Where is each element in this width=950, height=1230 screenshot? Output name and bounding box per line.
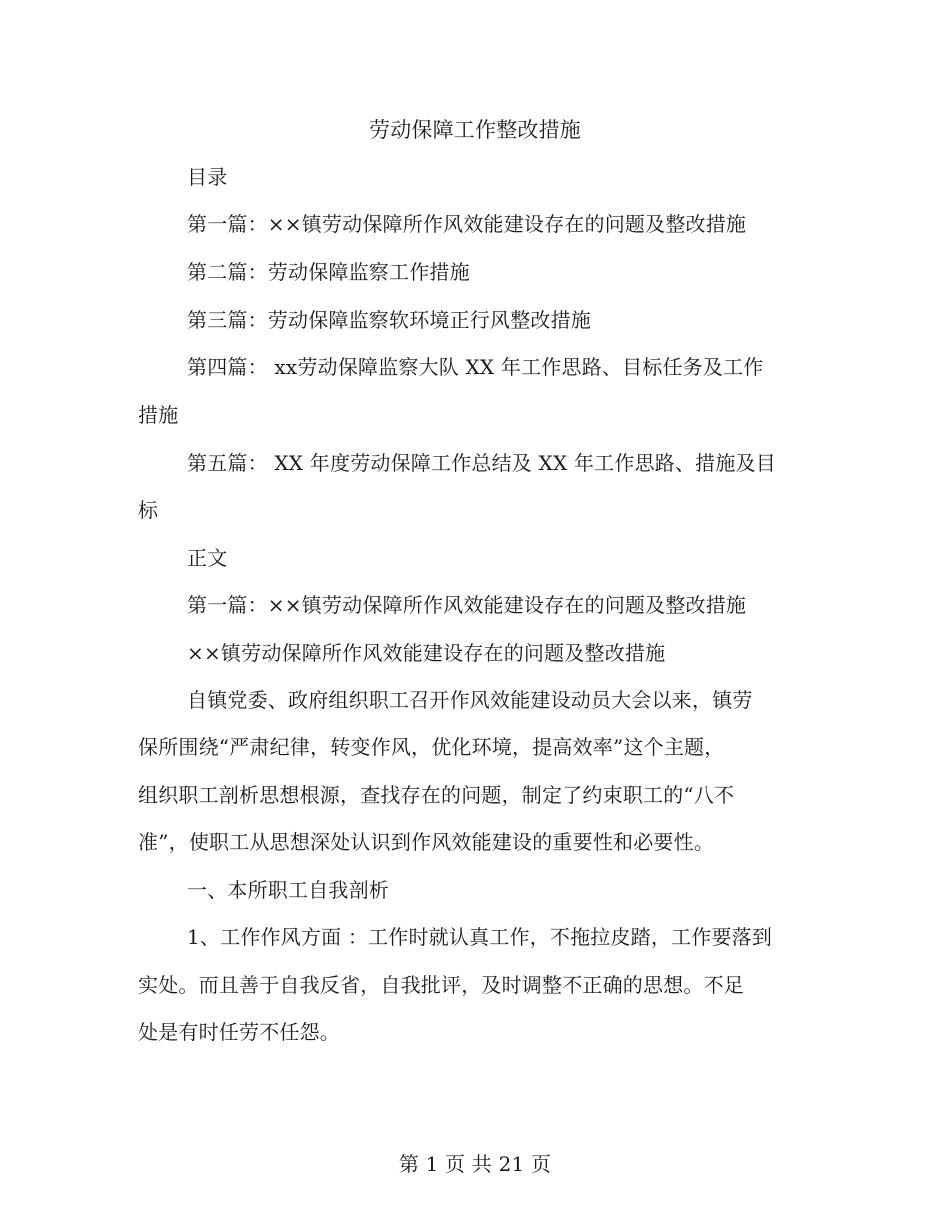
toc-heading: 目录	[187, 165, 228, 189]
paragraph-line: 组织职工剖析思想根源，查找存在的问题，制定了约束职工的“八不	[138, 783, 735, 807]
paragraph-line: 处是有时任劳不任怨。	[138, 1020, 340, 1044]
paragraph-line: 自镇党委、政府组织职工召开作风效能建设动员大会以来，镇劳	[187, 688, 753, 712]
toc-item-continued: 措施	[138, 403, 179, 427]
section-heading: 一、本所职工自我剖析	[187, 878, 389, 902]
toc-item: 第二篇：劳动保障监察工作措施	[187, 260, 470, 284]
toc-item: 第三篇：劳动保障监察软环境正行风整改措施	[187, 308, 591, 332]
page-footer: 第 1 页 共 21 页	[398, 1152, 552, 1176]
paragraph-line: 保所围绕“严肃纪律，转变作风，优化环境，提高效率”这个主题，	[138, 735, 725, 759]
toc-item: 第五篇： XX 年度劳动保障工作总结及 XX 年工作思路、措施及目	[187, 451, 776, 475]
article-title: ××镇劳动保障所作风效能建设存在的问题及整改措施	[187, 641, 666, 665]
paragraph-line: 准”，使职工从思想深处认识到作风效能建设的重要性和必要性。	[138, 830, 715, 854]
article-reference: 第一篇：××镇劳动保障所作风效能建设存在的问题及整改措施	[187, 593, 747, 617]
toc-item: 第四篇： xx劳动保障监察大队 XX 年工作思路、目标任务及工作	[187, 355, 764, 379]
paragraph-line: 1、工作作风方面 ：工作时就认真工作，不拖拉皮踏，工作要落到	[187, 925, 773, 949]
toc-item-continued: 标	[138, 498, 159, 522]
document-title: 劳动保障工作整改措施	[369, 118, 581, 142]
paragraph-line: 实处。而且善于自我反省，自我批评，及时调整不正确的思想。不足	[138, 973, 744, 997]
toc-item: 第一篇：××镇劳动保障所作风效能建设存在的问题及整改措施	[187, 212, 747, 236]
body-heading: 正文	[187, 546, 228, 570]
